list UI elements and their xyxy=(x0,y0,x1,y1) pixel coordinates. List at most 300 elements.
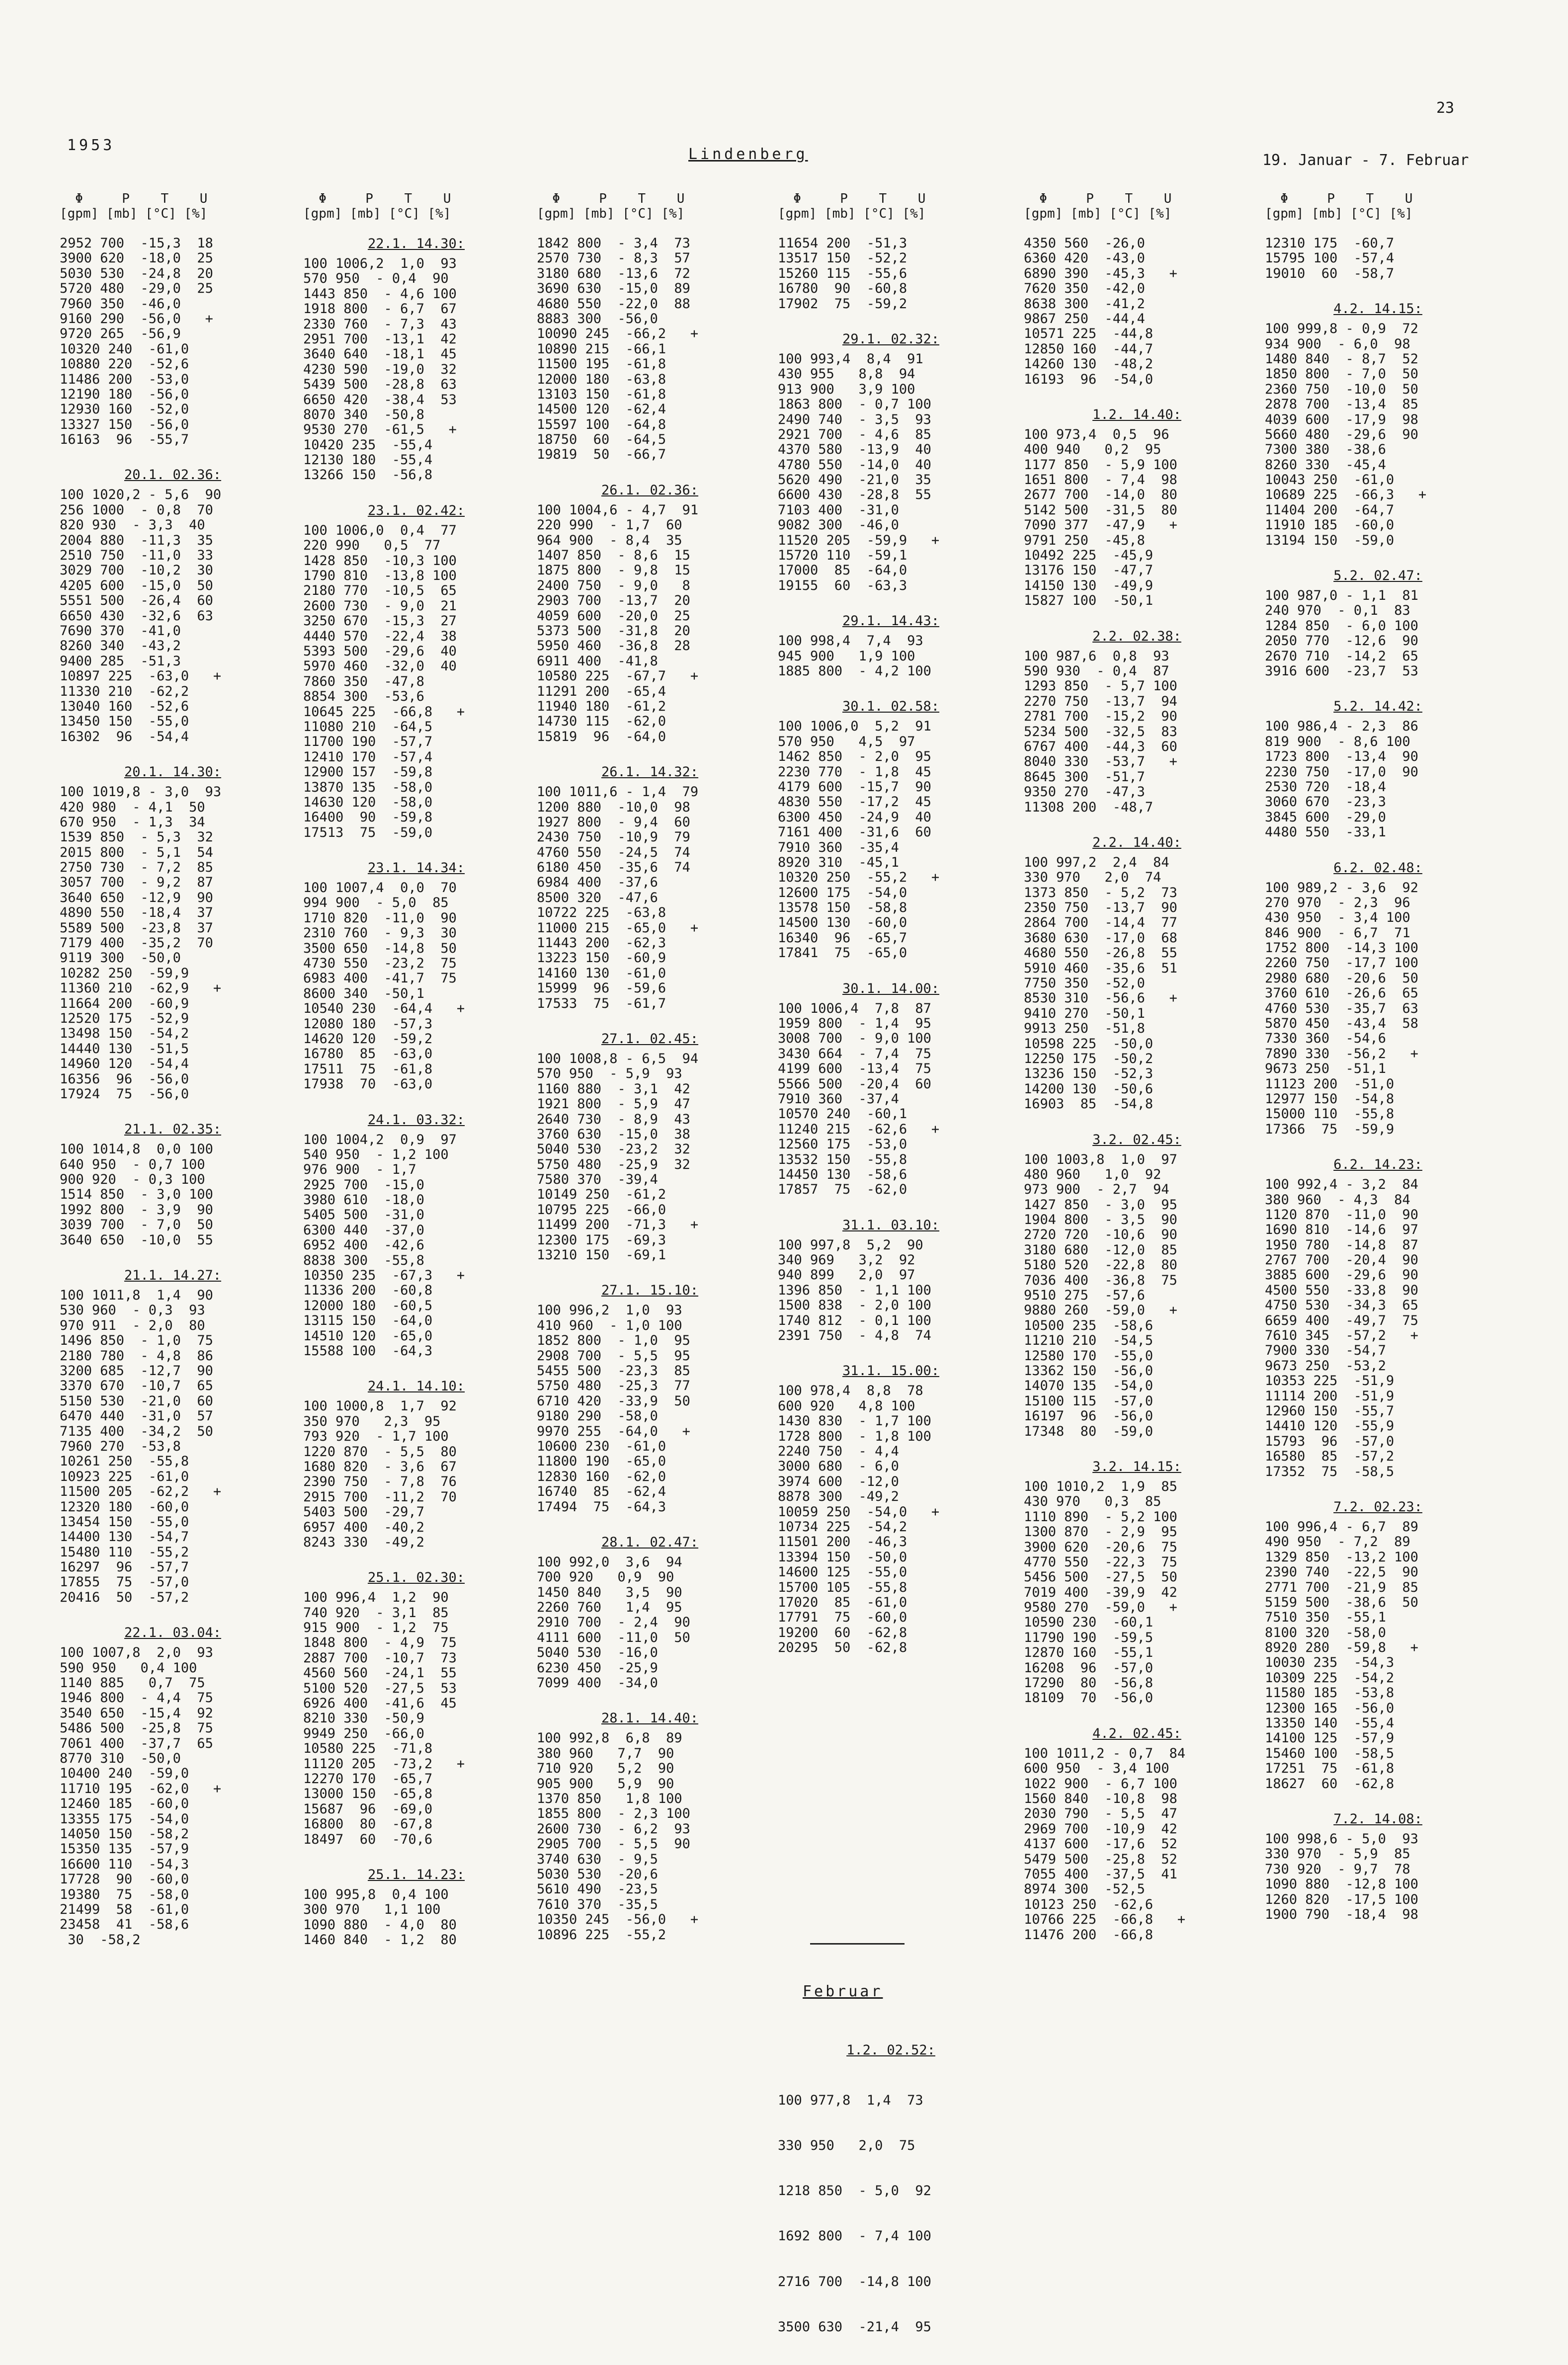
data-row: 380 960 - 4,3 84 xyxy=(1265,1192,1410,1208)
data-row: 100 992,0 3,6 94 xyxy=(537,1554,682,1570)
data-row: 1500 838 - 2,0 100 xyxy=(778,1298,931,1313)
data-row: 11710 195 -62,0 + xyxy=(60,1781,222,1796)
data-row: 1723 800 -13,4 90 xyxy=(1265,749,1418,765)
data-row: 1160 880 - 3,1 42 xyxy=(537,1081,690,1097)
data-row: 19155 60 -63,3 xyxy=(778,577,908,593)
data-row: 730 920 - 9,7 78 xyxy=(1265,1861,1410,1877)
data-row: 2781 700 -15,2 90 xyxy=(1024,709,1177,725)
sounding-title: 2.2. 02.38: xyxy=(1092,628,1181,644)
data-row: 1959 800 - 1,4 95 xyxy=(778,1016,931,1032)
data-row: 12190 180 -56,0 xyxy=(60,386,189,402)
data-row: 6600 430 -28,8 55 xyxy=(778,487,931,503)
data-row: 220 990 0,5 77 xyxy=(303,538,441,554)
data-row: 13000 150 -65,8 xyxy=(303,1786,433,1802)
data-row: 1752 800 -14,3 100 xyxy=(1265,940,1418,956)
data-row: 3885 600 -29,6 90 xyxy=(1265,1267,1418,1283)
data-row: 2720 720 -10,6 90 xyxy=(1024,1227,1177,1243)
data-row: 11000 215 -65,0 + xyxy=(537,920,699,936)
data-row: 100 977,8 1,4 73 xyxy=(778,2092,923,2108)
data-row: 1177 850 - 5,9 100 xyxy=(1024,457,1177,473)
data-row: 15720 110 -59,1 xyxy=(778,548,908,564)
sounding-title: 3.2. 02.45: xyxy=(1092,1132,1181,1147)
data-row: 100 1006,0 5,2 91 xyxy=(778,719,931,734)
data-row: 19380 75 -58,0 xyxy=(60,1886,189,1902)
data-row: 7910 360 -35,4 xyxy=(778,839,899,855)
data-row: 7620 350 -42,0 xyxy=(1024,281,1145,297)
data-row: 1220 870 - 5,5 80 xyxy=(303,1444,457,1460)
data-row: 7179 400 -35,2 70 xyxy=(60,935,213,951)
data-row: 9410 270 -50,1 xyxy=(1024,1005,1145,1021)
data-row: 10766 225 -66,8 + xyxy=(1024,1912,1186,1928)
data-row: 2390 740 -22,5 90 xyxy=(1265,1564,1418,1580)
data-row: 3430 664 - 7,4 75 xyxy=(778,1046,931,1061)
data-row: 905 900 5,9 90 xyxy=(537,1776,674,1792)
data-row: 2910 700 - 2,4 90 xyxy=(537,1615,690,1631)
data-row: 11120 205 -73,2 + xyxy=(303,1756,465,1772)
data-row: 3000 680 - 6,0 xyxy=(778,1459,899,1474)
data-row: 9791 250 -45,8 xyxy=(1024,532,1145,548)
data-row: 5040 530 -23,2 32 xyxy=(537,1142,690,1157)
data-row: 5486 500 -25,8 75 xyxy=(60,1720,213,1736)
data-row: 970 911 - 2,0 80 xyxy=(60,1317,205,1333)
data-row: 9673 250 -51,1 xyxy=(1265,1061,1386,1077)
data-row: 7610 345 -57,2 + xyxy=(1265,1328,1418,1344)
data-row: 976 900 - 1,7 xyxy=(303,1162,416,1178)
data-row: 2640 730 - 8,9 43 xyxy=(537,1111,690,1127)
sounding-rows xyxy=(1024,855,1250,1112)
data-row: 2903 700 -13,7 20 xyxy=(537,593,690,609)
data-row: 3250 670 -15,3 27 xyxy=(303,613,457,629)
data-row: 900 920 - 0,3 100 xyxy=(60,1172,205,1188)
sounding-title: 4.2. 02.45: xyxy=(1092,1725,1181,1741)
data-row: 13115 150 -64,0 xyxy=(303,1313,433,1329)
data-column xyxy=(1024,191,1250,1962)
sounding-title: 30.1. 02.58: xyxy=(842,699,940,715)
data-row: 12600 175 -54,0 xyxy=(778,885,908,900)
data-row: 5100 520 -27,5 53 xyxy=(303,1680,457,1696)
data-row: 100 1011,8 1,4 90 xyxy=(60,1288,213,1304)
data-row: 1480 840 - 8,7 52 xyxy=(1265,351,1418,367)
data-row: 1300 870 - 2,9 95 xyxy=(1024,1524,1177,1540)
sounding-block xyxy=(303,236,529,483)
data-row: 12930 160 -52,0 xyxy=(60,402,189,417)
data-row: 6890 390 -45,3 + xyxy=(1024,265,1177,281)
data-row: 7161 400 -31,6 60 xyxy=(778,824,931,840)
sounding-rows xyxy=(1265,236,1491,281)
sounding-rows xyxy=(537,1052,763,1263)
data-row: 1462 850 - 2,0 95 xyxy=(778,749,931,765)
data-row: 2921 700 - 4,6 85 xyxy=(778,426,931,442)
data-row: 9160 290 -56,0 + xyxy=(60,311,213,326)
data-row: 15597 100 -64,8 xyxy=(537,416,666,432)
data-row: 7090 377 -47,9 + xyxy=(1024,517,1177,533)
data-row: 14260 130 -48,2 xyxy=(1024,356,1154,372)
data-column xyxy=(303,191,529,1968)
data-row: 14410 120 -55,9 xyxy=(1265,1418,1395,1434)
data-row: 14500 130 -60,0 xyxy=(778,915,908,931)
data-row: 670 950 - 1,3 34 xyxy=(60,814,205,830)
sounding-block xyxy=(1265,301,1491,548)
data-row: 13355 175 -54,0 xyxy=(60,1811,189,1827)
data-row: 1514 850 - 3,0 100 xyxy=(60,1187,213,1203)
data-row: 4059 600 -20,0 25 xyxy=(537,608,690,624)
data-row: 13870 135 -58,0 xyxy=(303,779,433,795)
data-row: 16302 96 -54,4 xyxy=(60,729,189,744)
data-row: 11499 200 -71,3 + xyxy=(537,1217,699,1233)
data-row: 9913 250 -51,8 xyxy=(1024,1021,1145,1037)
sounding-block xyxy=(1024,1132,1250,1439)
data-row: 10261 250 -55,8 xyxy=(60,1454,189,1469)
data-row: 13350 140 -55,4 xyxy=(1265,1715,1395,1731)
data-row: 8530 310 -56,6 + xyxy=(1024,990,1177,1006)
sounding-title: 25.1. 14.23: xyxy=(367,1867,465,1882)
data-row: 4350 560 -26,0 xyxy=(1024,236,1145,251)
sounding-block xyxy=(1024,1726,1250,1943)
sounding-title: 22.1. 14.30: xyxy=(367,236,465,251)
data-row: 11500 195 -61,8 xyxy=(537,356,666,372)
station-name: Lindenberg xyxy=(688,146,808,163)
data-row: 5040 530 -16,0 xyxy=(537,1645,658,1661)
data-row: 10043 250 -61,0 xyxy=(1265,472,1395,488)
data-row: 5479 500 -25,8 52 xyxy=(1024,1851,1177,1867)
data-row: 100 1011,2 - 0,7 84 xyxy=(1024,1745,1186,1761)
data-row: 9970 255 -64,0 + xyxy=(537,1423,690,1439)
data-row: 100 999,8 - 0,9 72 xyxy=(1265,321,1418,337)
data-row: 4440 570 -22,4 38 xyxy=(303,628,457,644)
sounding-rows xyxy=(1265,588,1491,679)
sounding-block xyxy=(1024,1459,1250,1706)
data-row: 5660 480 -29,6 90 xyxy=(1265,426,1418,442)
data-row: 4760 550 -24,5 74 xyxy=(537,844,690,860)
data-row: 2360 750 -10,0 50 xyxy=(1265,381,1418,397)
data-row: 3008 700 - 9,0 100 xyxy=(778,1031,931,1047)
data-row: 1946 800 - 4,4 75 xyxy=(60,1690,213,1706)
data-row: 1680 820 - 3,6 67 xyxy=(303,1459,457,1474)
data-row: 100 1010,2 1,9 85 xyxy=(1024,1478,1177,1494)
data-row: 4205 600 -15,0 50 xyxy=(60,577,213,593)
data-row: 10571 225 -44,8 xyxy=(1024,326,1154,342)
data-row: 12310 175 -60,7 xyxy=(1265,236,1395,251)
sounding-rows xyxy=(778,634,1004,679)
data-row: 5455 500 -23,3 85 xyxy=(537,1363,690,1379)
data-row: 14450 130 -58,6 xyxy=(778,1166,908,1182)
data-row: 5439 500 -28,8 63 xyxy=(303,377,457,393)
sounding-block xyxy=(303,1867,529,1948)
data-row: 430 950 - 3,4 100 xyxy=(1265,910,1410,926)
data-row: 15260 115 -55,6 xyxy=(778,265,908,281)
data-row: 10590 230 -60,1 xyxy=(1024,1615,1154,1631)
sounding-title: 23.1. 14.34: xyxy=(367,860,465,876)
data-row: 14050 150 -58,2 xyxy=(60,1826,189,1842)
sounding-block xyxy=(778,1363,1004,1655)
column-header: Φ P T U [gpm] [mb] [°C] [%] xyxy=(60,191,208,221)
data-row: 5610 490 -23,5 xyxy=(537,1881,658,1897)
data-row: 7036 400 -36,8 75 xyxy=(1024,1272,1177,1288)
data-row: 14510 120 -65,0 xyxy=(303,1328,433,1344)
data-row: 1373 850 - 5,2 73 xyxy=(1024,885,1177,900)
data-row: 17290 80 -56,8 xyxy=(1024,1675,1154,1691)
data-row: 4560 560 -24,1 55 xyxy=(303,1665,457,1681)
data-row: 100 998,6 - 5,0 93 xyxy=(1265,1831,1418,1847)
data-row: 6300 450 -24,9 40 xyxy=(778,809,931,825)
data-row: 1329 850 -13,2 100 xyxy=(1265,1549,1418,1565)
data-row: 2270 750 -13,7 94 xyxy=(1024,693,1177,709)
data-row: 100 1006,0 0,4 77 xyxy=(303,522,457,538)
data-row: 330 950 2,0 75 xyxy=(778,2138,915,2154)
data-row: 2180 770 -10,5 65 xyxy=(303,583,457,599)
sounding-block xyxy=(1024,236,1250,387)
data-row: 100 1006,4 7,8 87 xyxy=(778,1000,931,1016)
data-row: 20295 50 -62,8 xyxy=(778,1640,908,1656)
data-row: 400 940 0,2 95 xyxy=(1024,442,1161,458)
data-row: 10350 245 -56,0 + xyxy=(537,1912,699,1928)
data-row: 7019 400 -39,9 42 xyxy=(1024,1584,1177,1600)
sounding-block xyxy=(778,331,1004,593)
data-row: 5870 450 -43,4 58 xyxy=(1265,1016,1418,1032)
data-row: 2925 700 -15,0 xyxy=(303,1177,424,1193)
data-row: 4770 550 -22,3 75 xyxy=(1024,1554,1177,1570)
data-row: 8878 300 -49,2 xyxy=(778,1489,899,1505)
sounding-rows xyxy=(778,1384,1004,1655)
data-row: 964 900 - 8,4 35 xyxy=(537,532,682,548)
data-row: 2677 700 -14,0 80 xyxy=(1024,487,1177,503)
data-row: 8920 280 -59,8 + xyxy=(1265,1640,1418,1656)
sounding-title: 29.1. 02.32: xyxy=(842,331,940,347)
data-row: 13362 150 -56,0 xyxy=(1024,1363,1154,1379)
data-column xyxy=(537,191,763,1962)
data-row: 13394 150 -50,0 xyxy=(778,1549,908,1565)
sounding-title: 28.1. 14.40: xyxy=(601,1711,699,1726)
data-row: 14600 125 -55,0 xyxy=(778,1564,908,1580)
data-row: 5910 460 -35,6 51 xyxy=(1024,960,1177,976)
data-row: 410 960 - 1,0 100 xyxy=(537,1317,682,1333)
data-row: 7580 370 -39,4 xyxy=(537,1172,658,1188)
data-row: 1460 840 - 1,2 80 xyxy=(303,1932,457,1948)
data-row: 700 920 0,9 90 xyxy=(537,1569,674,1585)
sounding-rows xyxy=(1024,1152,1250,1439)
sounding-rows xyxy=(303,881,529,1092)
data-row: 4890 550 -18,4 37 xyxy=(60,905,213,921)
data-row: 100 993,4 8,4 91 xyxy=(778,351,923,367)
data-row: 13578 150 -58,8 xyxy=(778,900,908,916)
sounding-title: 1.2. 14.40: xyxy=(1092,407,1181,422)
sounding-block xyxy=(537,1283,763,1514)
data-row: 10282 250 -59,9 xyxy=(60,965,189,981)
data-row: 11800 190 -65,0 xyxy=(537,1454,666,1469)
data-row: 11654 200 -51,3 xyxy=(778,236,908,251)
data-row: 1260 820 -17,5 100 xyxy=(1265,1891,1418,1907)
data-row: 18627 60 -62,8 xyxy=(1265,1776,1395,1792)
data-row: 8243 330 -49,2 xyxy=(303,1534,424,1550)
sounding-title: 1.2. 02.52: xyxy=(846,2042,935,2058)
data-row: 13498 150 -54,2 xyxy=(60,1026,189,1042)
data-row: 2350 750 -13,7 90 xyxy=(1024,900,1177,916)
data-row: 10880 220 -52,6 xyxy=(60,356,189,372)
data-row: 5030 530 -20,6 xyxy=(537,1866,658,1882)
data-row: 5456 500 -27,5 50 xyxy=(1024,1569,1177,1585)
data-row: 380 960 7,7 90 xyxy=(537,1745,674,1761)
sounding-rows xyxy=(60,236,286,447)
data-row: 10689 225 -66,3 + xyxy=(1265,487,1427,503)
data-row: 270 970 - 2,3 96 xyxy=(1265,895,1410,910)
sounding-rows xyxy=(537,1303,763,1514)
data-row: 3180 680 -12,0 85 xyxy=(1024,1242,1177,1258)
data-row: 2600 730 - 9,0 21 xyxy=(303,598,457,614)
sounding-rows xyxy=(303,1590,529,1847)
data-row: 16197 96 -56,0 xyxy=(1024,1408,1154,1424)
data-row: 3500 630 -21,4 95 xyxy=(778,2319,931,2335)
data-row: 17366 75 -59,9 xyxy=(1265,1121,1395,1137)
data-row: 3680 630 -17,0 68 xyxy=(1024,930,1177,946)
data-row: 100 1006,2 1,0 93 xyxy=(303,256,457,271)
data-row: 11520 205 -59,9 + xyxy=(778,532,940,548)
data-row: 640 950 - 0,7 100 xyxy=(60,1156,205,1172)
data-row: 16193 96 -54,0 xyxy=(1024,371,1154,387)
data-row: 16740 85 -62,4 xyxy=(537,1484,666,1500)
data-row: 8838 300 -55,8 xyxy=(303,1252,424,1268)
sounding-title: 21.1. 14.27: xyxy=(124,1268,222,1284)
data-row: 6659 400 -49,7 75 xyxy=(1265,1312,1418,1328)
data-row: 3916 600 -23,7 53 xyxy=(1265,663,1418,679)
data-row: 100 1011,6 - 1,4 79 xyxy=(537,784,699,800)
data-row: 10353 225 -51,9 xyxy=(1265,1373,1395,1389)
data-row: 10149 250 -61,2 xyxy=(537,1187,666,1203)
data-row: 14400 130 -54,7 xyxy=(60,1529,189,1545)
data-row: 11910 185 -60,0 xyxy=(1265,517,1395,533)
sounding-block xyxy=(60,1268,286,1605)
data-row: 11308 200 -48,7 xyxy=(1024,799,1154,815)
data-row: 9082 300 -46,0 xyxy=(778,517,899,533)
data-row: 1427 850 - 3,0 95 xyxy=(1024,1197,1177,1213)
data-row: 14440 130 -51,5 xyxy=(60,1041,189,1057)
data-row: 1022 900 - 6,7 100 xyxy=(1024,1776,1177,1792)
data-row: 6300 440 -37,0 xyxy=(303,1222,424,1238)
data-row: 11080 210 -64,5 xyxy=(303,719,433,734)
data-row: 14200 130 -50,6 xyxy=(1024,1081,1154,1097)
data-row: 13450 150 -55,0 xyxy=(60,714,189,730)
sounding-rows xyxy=(1265,1520,1491,1792)
data-row: 6650 430 -32,6 63 xyxy=(60,608,213,624)
data-row: 1918 800 - 6,7 67 xyxy=(303,301,457,317)
data-row: 570 950 4,5 97 xyxy=(778,734,915,749)
sounding-block xyxy=(303,860,529,1092)
data-row: 6650 420 -38,4 53 xyxy=(303,392,457,408)
data-row: 1200 880 -10,0 98 xyxy=(537,799,690,815)
data-row: 1090 880 -12,8 100 xyxy=(1265,1876,1418,1892)
data-row: 5234 500 -32,5 83 xyxy=(1024,724,1177,739)
data-row: 18750 60 -64,5 xyxy=(537,432,666,448)
sounding-block xyxy=(1024,629,1250,815)
data-row: 256 1000 - 0,8 70 xyxy=(60,502,213,518)
data-row: 11700 190 -57,7 xyxy=(303,734,433,750)
data-row: 13236 150 -52,3 xyxy=(1024,1066,1154,1082)
data-row: 8920 310 -45,1 xyxy=(778,854,899,870)
data-row: 11291 200 -65,4 xyxy=(537,683,666,699)
data-row: 1848 800 - 4,9 75 xyxy=(303,1635,457,1651)
data-row: 590 950 0,4 100 xyxy=(60,1660,197,1676)
data-row: 14630 120 -58,0 xyxy=(303,794,433,810)
sounding-block xyxy=(60,1625,286,1948)
data-row: 2952 700 -15,3 18 xyxy=(60,236,213,251)
data-row: 15999 96 -59,6 xyxy=(537,980,666,996)
data-row: 3980 610 -18,0 xyxy=(303,1192,424,1208)
data-row: 100 1008,8 - 6,5 94 xyxy=(537,1051,699,1066)
data-row: 570 950 - 0,4 90 xyxy=(303,271,449,287)
sounding-rows xyxy=(1265,1177,1491,1479)
data-row: 1885 800 - 4,2 100 xyxy=(778,663,931,679)
sounding-block xyxy=(537,483,763,744)
data-row: 17348 80 -59,0 xyxy=(1024,1423,1154,1439)
sounding-title: 23.1. 02.42: xyxy=(367,502,465,518)
data-column xyxy=(1265,191,1491,1942)
data-row: 17251 75 -61,8 xyxy=(1265,1761,1395,1777)
data-row: 2951 700 -13,1 42 xyxy=(303,331,457,347)
sounding-block xyxy=(1265,236,1491,281)
data-row: 1950 780 -14,8 87 xyxy=(1265,1237,1418,1253)
sounding-rows xyxy=(778,719,1004,961)
sounding-block xyxy=(778,699,1004,961)
data-row: 100 1007,4 0,0 70 xyxy=(303,880,457,896)
data-row: 540 950 - 1,2 100 xyxy=(303,1146,449,1162)
data-row: 10795 225 -66,0 xyxy=(537,1202,666,1218)
sounding-block xyxy=(778,236,1004,312)
data-row: 2716 700 -14,8 100 xyxy=(778,2274,931,2289)
data-row: 1852 800 - 1,0 95 xyxy=(537,1333,690,1349)
column-header: Φ P T U [gpm] [mb] [°C] [%] xyxy=(778,191,926,221)
data-row: 15700 105 -55,8 xyxy=(778,1579,908,1595)
data-row: 3640 650 -12,9 90 xyxy=(60,890,213,905)
data-row: 7103 400 -31,0 xyxy=(778,502,899,518)
data-row: 11664 200 -60,9 xyxy=(60,995,189,1011)
data-row: 2230 770 - 1,8 45 xyxy=(778,764,931,780)
data-row: 100 1019,8 - 3,0 93 xyxy=(60,784,222,800)
sounding-block xyxy=(1265,1811,1491,1922)
data-row: 12410 170 -57,4 xyxy=(303,749,433,765)
data-row: 11501 200 -46,3 xyxy=(778,1534,908,1550)
data-row: 1496 850 - 1,0 75 xyxy=(60,1333,213,1349)
sounding-rows xyxy=(1024,427,1250,609)
data-row: 330 970 - 5,9 85 xyxy=(1265,1846,1410,1862)
data-row: 16903 85 -54,8 xyxy=(1024,1096,1154,1112)
data-row: 1428 850 -10,3 100 xyxy=(303,553,457,569)
data-row: 5180 520 -22,8 80 xyxy=(1024,1257,1177,1273)
sounding-block xyxy=(537,236,763,463)
sounding-block xyxy=(537,764,763,1011)
data-row: 3370 670 -10,7 65 xyxy=(60,1378,213,1394)
data-row: 16400 90 -59,8 xyxy=(303,810,433,825)
data-row: 3640 650 -10,0 55 xyxy=(60,1232,213,1248)
data-row: 8638 300 -41,2 xyxy=(1024,296,1145,312)
data-row: 13532 150 -55,8 xyxy=(778,1151,908,1167)
data-row: 6470 440 -31,0 57 xyxy=(60,1408,213,1424)
data-row: 100 1014,8 0,0 100 xyxy=(60,1142,213,1157)
data-row: 2980 680 -20,6 50 xyxy=(1265,970,1418,986)
data-row: 9949 250 -66,0 xyxy=(303,1725,424,1741)
data-row: 10890 215 -66,1 xyxy=(537,341,666,357)
sounding-title: 30.1. 14.00: xyxy=(842,980,940,996)
data-row: 12000 180 -60,5 xyxy=(303,1298,433,1313)
data-row: 9180 290 -58,0 xyxy=(537,1408,658,1424)
sounding-rows xyxy=(60,1288,286,1605)
data-row: 2915 700 -11,2 70 xyxy=(303,1489,457,1505)
data-row: 15460 100 -58,5 xyxy=(1265,1745,1395,1761)
data-row: 12080 180 -57,3 xyxy=(303,1016,433,1032)
data-row: 17924 75 -56,0 xyxy=(60,1086,189,1102)
data-row: 8883 300 -56,0 xyxy=(537,311,658,326)
data-row: 2390 750 - 7,8 76 xyxy=(303,1474,457,1490)
data-row: 2240 750 - 4,4 xyxy=(778,1444,899,1459)
data-row: 17020 85 -61,0 xyxy=(778,1594,908,1610)
